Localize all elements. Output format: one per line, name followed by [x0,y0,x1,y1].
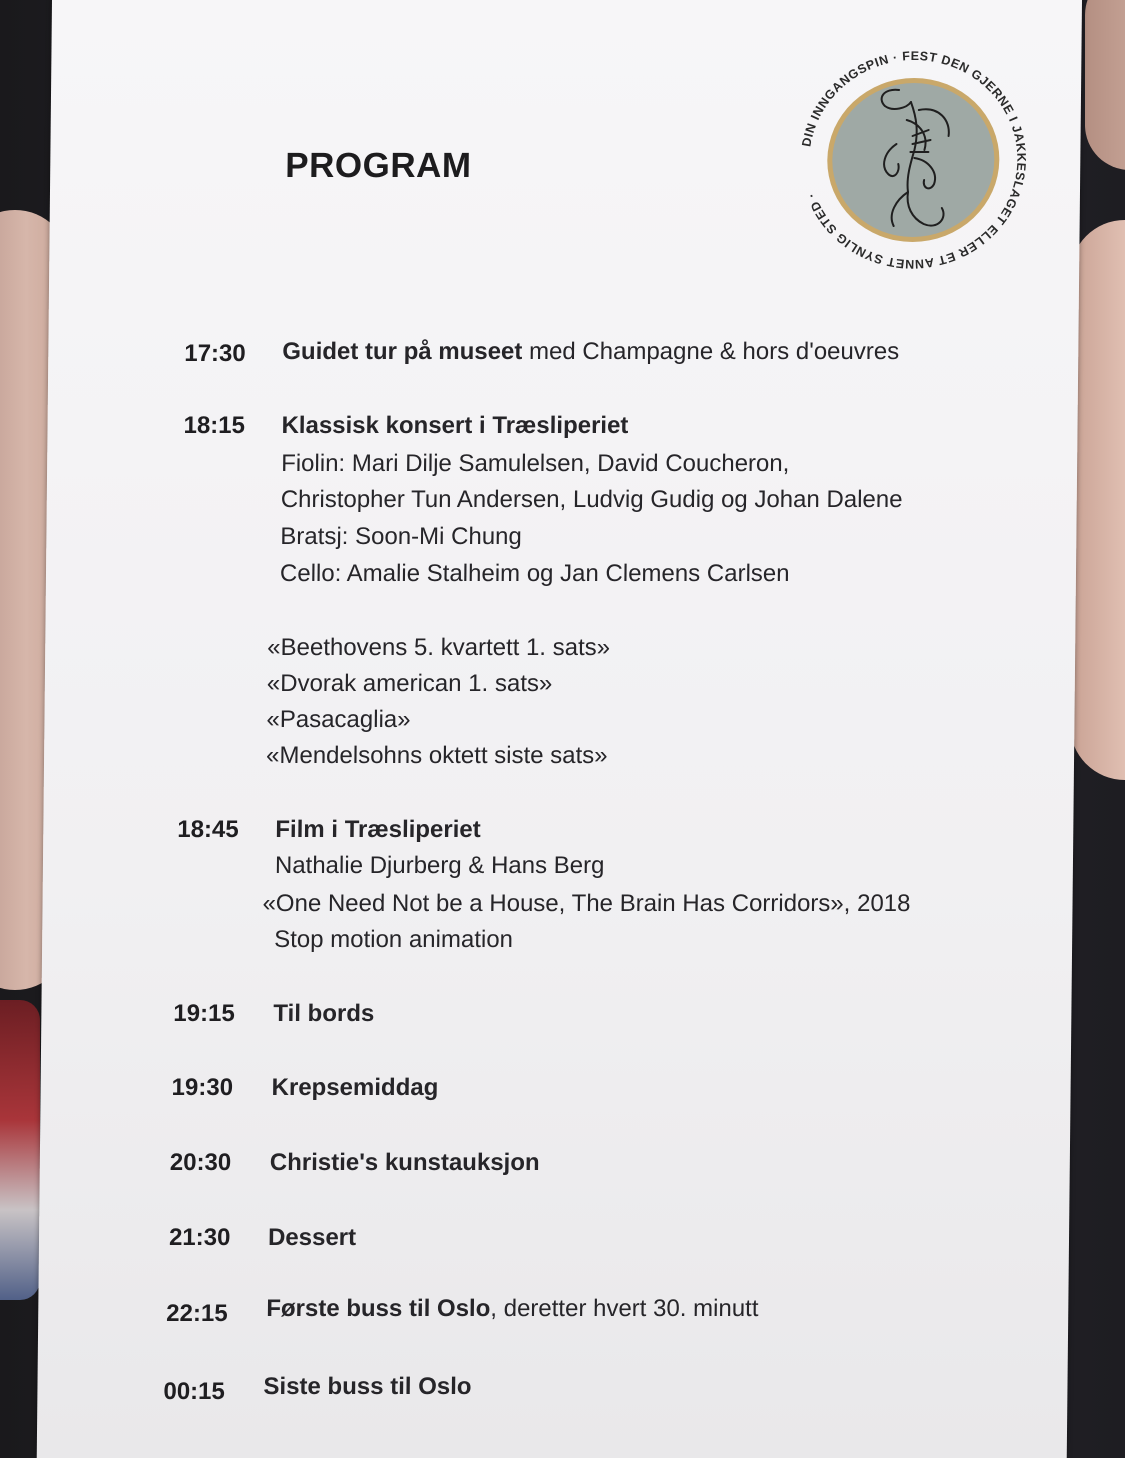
music-piece: «Beethovens 5. kvartett 1. sats» [267,634,611,661]
schedule-time: 19:15 [173,1000,235,1027]
crayfish-pin [787,40,1040,280]
program-card [37,0,1082,1458]
schedule-time: 18:45 [177,816,239,843]
music-piece: «Dvorak american 1. sats» [266,670,553,697]
schedule-time: 22:15 [166,1300,228,1327]
schedule-entry [282,338,899,366]
schedule-detail: Stop motion animation [274,926,514,953]
schedule-detail: , deretter hvert 30. minutt [490,1295,759,1322]
program-title: PROGRAM [285,146,472,185]
schedule-detail: Bratsj: Soon-Mi Chung [280,523,522,550]
music-piece: «Pasacaglia» [266,706,411,733]
schedule-detail: Fiolin: Mari Dilje Samulelsen, David Coucheron, [281,450,790,477]
schedule-title: Film i Træsliperiet [275,816,481,843]
schedule-title: Guidet tur på museet [282,338,523,365]
schedule-detail: «One Need Not be a House, The Brain Has Corridors», 2018 [262,890,911,917]
schedule-title: Til bords [273,1000,375,1027]
pin-ring-text: DIN INNGANGSPIN · FEST DEN GJERNE I JAKKESLAGET ELLER ET ANNET SYNLIG STED · [799,48,1029,272]
schedule-detail: Cello: Amalie Stalheim og Jan Clemens Carlsen [279,560,790,587]
music-piece: «Mendelsohns oktett siste sats» [265,742,608,769]
schedule-entry [266,1295,758,1323]
schedule-time: 19:30 [171,1074,234,1101]
schedule-detail: Christopher Tun Andersen, Ludvig Gudig og Johan Dalene [280,486,903,513]
schedule-time: 17:30 [184,340,246,367]
schedule-title: Christie's kunstauksjon [269,1149,540,1176]
background-object [0,1000,40,1300]
schedule-time: 18:15 [183,412,246,439]
schedule-detail: Nathalie Djurberg & Hans Berg [274,852,605,879]
schedule-title: Dessert [267,1224,357,1251]
schedule-time: 21:30 [168,1224,231,1251]
schedule-detail: med Champagne & hors d'oeuvres [522,338,900,365]
schedule-title: Siste buss til Oslo [263,1373,472,1400]
hand-finger [1085,0,1125,170]
schedule-time: 20:30 [169,1149,232,1176]
schedule-time: 00:15 [163,1378,225,1405]
schedule-title: Første buss til Oslo [266,1295,491,1322]
schedule-title: Krepsemiddag [271,1074,439,1101]
schedule-title: Klassisk konsert i Træsliperiet [281,412,629,439]
